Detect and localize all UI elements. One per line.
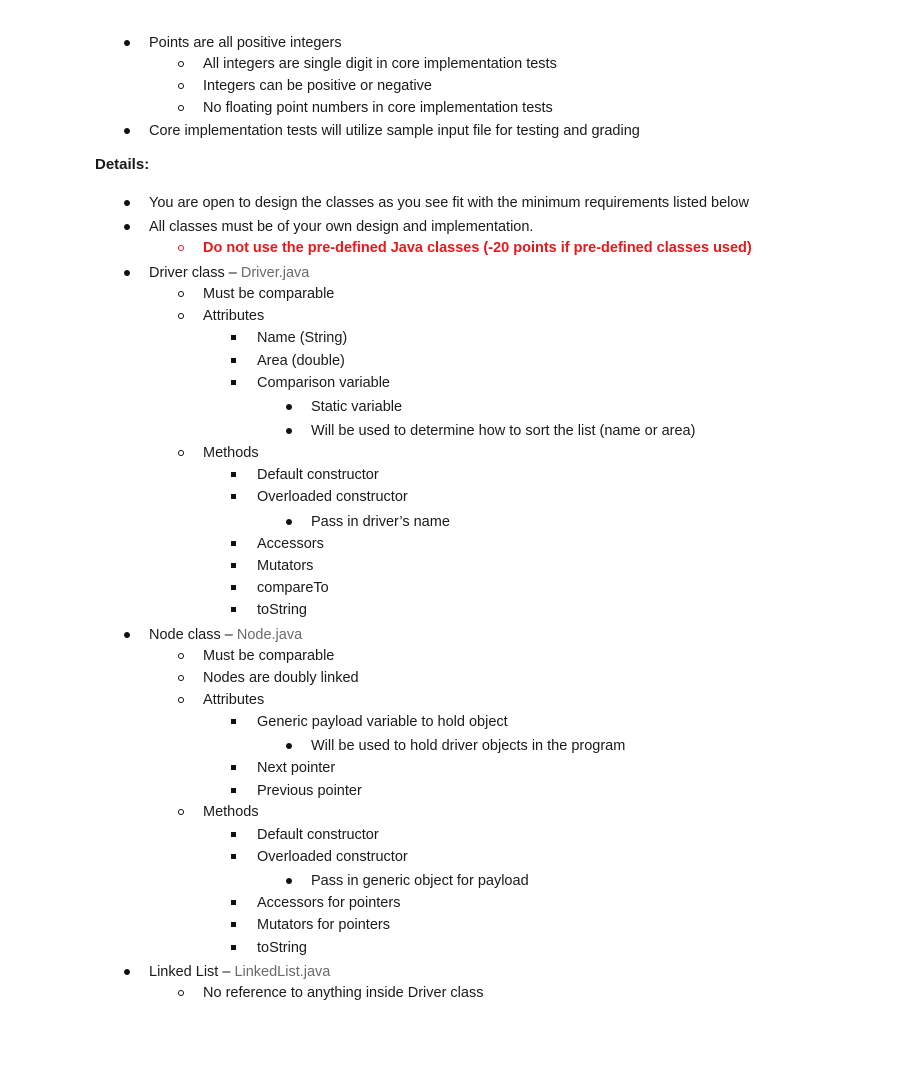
square-bullet-icon <box>231 945 236 950</box>
square-bullet-icon <box>231 765 236 770</box>
bullet-icon <box>124 200 130 206</box>
list-item: Methods <box>203 445 259 461</box>
node-class-label: Node class – <box>149 627 237 643</box>
driver-class-label: Driver class – <box>149 265 241 281</box>
bullet-icon <box>286 428 292 434</box>
circle-bullet-icon <box>178 291 184 297</box>
list-item: Overloaded constructor <box>257 849 408 865</box>
square-bullet-icon <box>231 900 236 905</box>
bullet-icon <box>124 224 130 230</box>
linkedlist-label: Linked List – <box>149 964 235 980</box>
square-bullet-icon <box>231 585 236 590</box>
linkedlist-file-name: LinkedList.java <box>234 964 331 980</box>
list-item: Pass in driver’s name <box>311 514 450 530</box>
circle-bullet-icon <box>178 313 184 319</box>
list-item: Static variable <box>311 399 403 415</box>
driver-file-name: Driver.java <box>240 265 310 281</box>
list-item: Overloaded constructor <box>257 489 408 505</box>
warning-text: Do not use the pre-defined Java classes (-20 points if pre-defined classes used) <box>203 240 752 256</box>
list-item: Next pointer <box>257 760 336 776</box>
bullet-icon <box>124 969 130 975</box>
list-item: All integers are single digit in core implementation tests <box>203 56 557 72</box>
list-item: Core implementation tests will utilize sample input file for testing and grading <box>149 123 640 139</box>
list-item: Accessors <box>257 536 324 552</box>
list-item: No reference to anything inside Driver class <box>203 985 484 1001</box>
list-item: Must be comparable <box>203 648 335 664</box>
list-item: Integers can be positive or negative <box>203 78 432 94</box>
square-bullet-icon <box>231 563 236 568</box>
square-bullet-icon <box>231 719 236 724</box>
list-item: Mutators for pointers <box>257 917 390 933</box>
circle-bullet-icon <box>178 83 184 89</box>
bullet-icon <box>286 404 292 410</box>
list-item: You are open to design the classes as you see fit with the minimum requirements listed below <box>149 195 749 211</box>
square-bullet-icon <box>231 832 236 837</box>
list-item: Points are all positive integers <box>149 35 342 51</box>
circle-bullet-icon <box>178 990 184 996</box>
driver-class-title <box>149 264 309 282</box>
bullet-icon <box>124 270 130 276</box>
bullet-icon <box>286 743 292 749</box>
circle-bullet-icon <box>178 61 184 67</box>
square-bullet-icon <box>231 358 236 363</box>
list-item: Will be used to hold driver objects in the program <box>311 738 626 754</box>
list-item: Accessors for pointers <box>257 895 401 911</box>
list-item: Mutators <box>257 558 314 574</box>
square-bullet-icon <box>231 335 236 340</box>
circle-bullet-icon <box>178 653 184 659</box>
circle-bullet-icon <box>178 245 184 251</box>
list-item: toString <box>257 940 307 956</box>
list-item: Default constructor <box>257 467 379 483</box>
list-item: Will be used to determine how to sort the list (name or area) <box>311 423 696 439</box>
node-class-title <box>149 626 302 644</box>
bullet-icon <box>124 40 130 46</box>
list-item: Methods <box>203 804 259 820</box>
circle-bullet-icon <box>178 809 184 815</box>
bullet-icon <box>124 632 130 638</box>
list-item: Comparison variable <box>257 375 390 391</box>
list-item: All classes must be of your own design and implementation. <box>149 219 534 235</box>
list-item: Area (double) <box>257 353 345 369</box>
list-item: Nodes are doubly linked <box>203 670 359 686</box>
list-item: Attributes <box>203 692 265 708</box>
node-file-name: Node.java <box>236 627 303 643</box>
square-bullet-icon <box>231 380 236 385</box>
bullet-icon <box>286 519 292 525</box>
list-item: Name (String) <box>257 330 348 346</box>
list-item: Default constructor <box>257 827 379 843</box>
linkedlist-title <box>149 963 330 981</box>
square-bullet-icon <box>231 541 236 546</box>
list-item: Generic payload variable to hold object <box>257 714 508 730</box>
list-item: Attributes <box>203 308 265 324</box>
square-bullet-icon <box>231 494 236 499</box>
circle-bullet-icon <box>178 450 184 456</box>
circle-bullet-icon <box>178 697 184 703</box>
square-bullet-icon <box>231 472 236 477</box>
circle-bullet-icon <box>178 675 184 681</box>
list-item: Previous pointer <box>257 783 362 799</box>
square-bullet-icon <box>231 607 236 612</box>
list-item: Must be comparable <box>203 286 335 302</box>
list-item: compareTo <box>257 580 329 596</box>
bullet-icon <box>124 128 130 134</box>
circle-bullet-icon <box>178 105 184 111</box>
list-item: No floating point numbers in core implementation tests <box>203 100 553 116</box>
list-item: Pass in generic object for payload <box>311 873 529 889</box>
square-bullet-icon <box>231 854 236 859</box>
bullet-icon <box>286 878 292 884</box>
square-bullet-icon <box>231 922 236 927</box>
square-bullet-icon <box>231 788 236 793</box>
list-item: toString <box>257 602 307 618</box>
details-heading: Details: <box>95 156 150 173</box>
